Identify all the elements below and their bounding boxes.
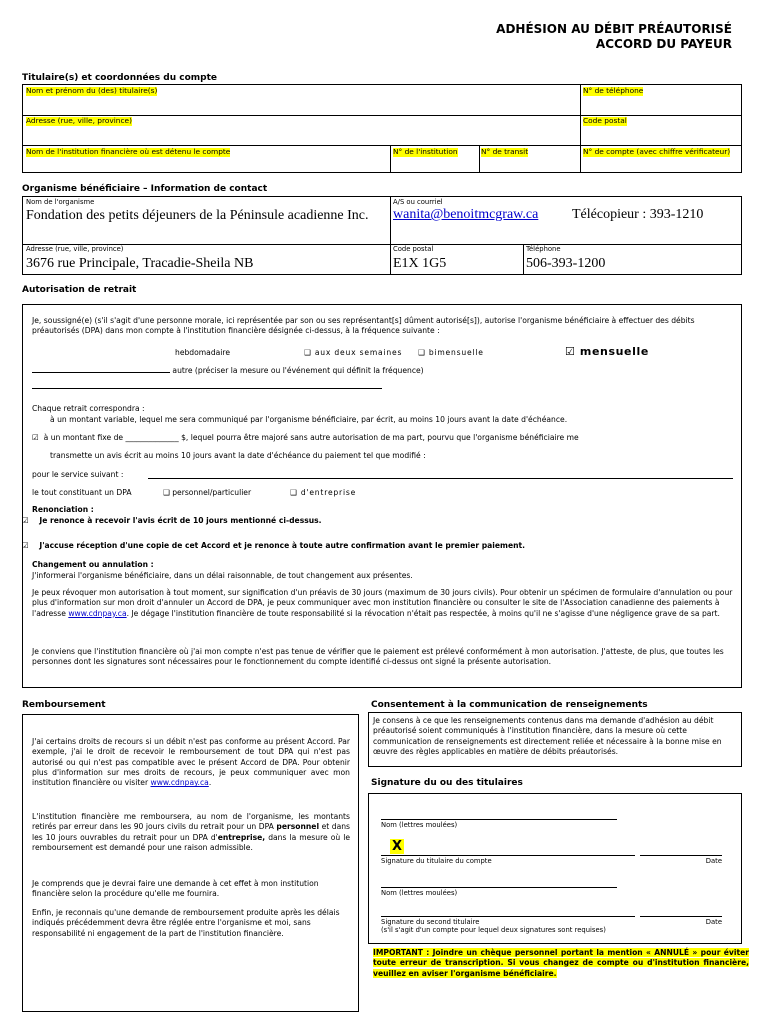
change-text: J'informerai l'organisme bénéficiaire, dans un délai raisonnable, de tout changement aux présentes.: [32, 571, 413, 580]
variable-amount-text: à un montant variable, lequel me sera communiqué par l'organisme bénéficiaire, par écrit, au moins 10 jours avant la date d'échéance.: [50, 415, 568, 424]
date-field-1[interactable]: Date: [640, 855, 722, 865]
cdnpay-link[interactable]: www.cdnpay.ca: [68, 608, 127, 618]
freq-weekly-label: hebdomadaire: [175, 348, 231, 357]
institution-no-field[interactable]: N° de l'institution: [393, 147, 458, 156]
refund-p4: Enfin, je reconnais qu'une demande de remboursement produite après les délais indiqués précédemment devra être réglée entre l'organisme et moi, sans responsabilité ni engagement de la part de l'institution financière.: [32, 908, 340, 938]
beneficiary-address-label: Adresse (rue, ville, province): [26, 245, 124, 253]
authorization-intro: Je, soussigné(e) (s'il s'agit d'une personne morale, ici représentée par son ou ses représentant[s] dûment autorisé[s]), autorise l'organisme bénéficiaire à effectuer des débits préautorisés (DPA) dans mon compte à l'institution financière désignée ci-dessus, à la fréquence suivante :: [32, 316, 695, 336]
x-mark: X: [392, 839, 403, 854]
change-title: Changement ou annulation :: [32, 560, 154, 569]
holder-name-field[interactable]: Nom et prénom du (des) titulaire(s): [26, 86, 158, 95]
freq-bimonthly-checkbox[interactable]: ❑ bimensuelle: [418, 348, 484, 357]
beneficiary-address-value[interactable]: 3676 rue Principale, Tracadie-Sheila NB: [26, 256, 254, 271]
freq-other-label: autre (préciser la mesure ou l'événement qui définit la fréquence): [172, 366, 424, 375]
dpa-type-label: le tout constituant un DPA: [32, 488, 132, 497]
name-field-1[interactable]: Nom (lettres moulées): [381, 819, 617, 829]
revoke-paragraph: Je peux révoquer mon autorisation à tout moment, sur signification d'un préavis de 30 jours (maximum de 30 jours civils). Pour obtenir un spécimen de formulaire d'annulation ou pour plus d'information sur mon droit d'annuler un Accord de DPA, je peux communiquer avec mon institution financière ou consulter le site de l'Association canadienne des paiements à l'adresse www.cdnpay.ca. Je dégage l'institution financière de toute responsabilité si la révocation n'était pas respectée, à moins qu'il ne s'agisse d'une négligence grave de sa part.: [32, 588, 733, 618]
fax-value: Télécopieur : 393-1210: [572, 207, 704, 222]
holder-postal-field[interactable]: Code postal: [583, 116, 627, 125]
freq-biweekly-checkbox[interactable]: ❑ aux deux semaines: [304, 348, 403, 357]
service-field[interactable]: [148, 478, 733, 479]
refund-title: Remboursement: [22, 700, 106, 710]
refund-p1: J'ai certains droits de recours si un débit n'est pas conforme au présent Accord. Par exemple, j'ai le droit de recevoir le remboursement de tout DPA qui n'est pas autorisé ou qui n'est pas compatible avec le présent Accord de DPA. Pour obtenir plus d'information sur mes droits de recours, je peux communiquer avec mon institution financière ou visiter www.cdnpay.ca.: [32, 737, 350, 788]
dpa-personal-label: personnel/particulier: [172, 488, 252, 497]
renonce-text: Je renonce à recevoir l'avis écrit de 10 jours mentionné ci-dessus.: [39, 516, 322, 525]
page-title: [496, 22, 732, 51]
account-no-field[interactable]: N° de compte (avec chiffre vérificateur): [583, 147, 731, 156]
renonce-row[interactable]: [22, 516, 322, 526]
title-line-1: ADHÉSION AU DÉBIT PRÉAUTORISÉ: [496, 22, 732, 36]
beneficiary-phone-label: Téléphone: [526, 245, 561, 253]
email-label: A/S ou courriel: [393, 198, 443, 206]
dpa-personal-checkbox[interactable]: ❑ personnel/particulier: [163, 488, 252, 497]
refund-cdnpay-link[interactable]: www.cdnpay.ca: [150, 778, 209, 788]
account-holder-title: Titulaire(s) et coordonnées du compte: [22, 73, 217, 83]
renonciation-title: Renonciation :: [32, 505, 94, 514]
fixed-amount-field[interactable]: ______________: [125, 433, 179, 442]
signature-field-2[interactable]: Signature du second titulaire (s'il s'agit d'un compte pour lequel deux signatures sont requises): [381, 916, 635, 934]
holder-phone-field[interactable]: N° de téléphone: [583, 86, 644, 95]
important-note: IMPORTANT : Joindre un chèque personnel portant la mention « ANNULÉ » pour éviter toute erreur de transcription. Si vous changez de compte ou d'institution financière, veuillez en aviser l'organisme bénéficiaire.: [373, 948, 749, 978]
service-label: pour le service suivant :: [32, 470, 124, 479]
beneficiary-postal-label: Code postal: [393, 245, 434, 253]
refund-p2: L'institution financière me remboursera, au nom de l'organisme, les montants retirés par erreur dans les 90 jours civils du retrait pour un DPA personnel et dans les 10 jours ouvrables du retrait pour un DPA d'entreprise, dans la mesure où le remboursement est demandé pour une raison admissible.: [32, 812, 351, 852]
transit-no-field[interactable]: N° de transit: [481, 147, 529, 156]
consent-text: Je consens à ce que les renseignements contenus dans ma demande d'adhésion au débit préautorisé soient communiqués à l'institution financière, dans la mesure où cette communication de renseignements est directement reliée et nécessaire à la bonne mise en œuvre des règles applicables en matière de débits préautorisés.: [373, 716, 722, 756]
fixed-amount-line2: transmette un avis écrit au moins 10 jours avant la date d'échéance du paiement tel que modifié :: [50, 451, 426, 460]
signature-field-1[interactable]: Signature du titulaire du compte: [381, 855, 635, 865]
authorization-title: Autorisation de retrait: [22, 285, 137, 295]
service-row[interactable]: [32, 470, 123, 480]
accuse-checkbox[interactable]: ☑: [22, 541, 29, 550]
title-line-2: ACCORD DU PAYEUR: [595, 36, 732, 51]
consent-title: Consentement à la communication de renseignements: [371, 700, 648, 710]
freq-other-row[interactable]: [32, 365, 424, 376]
dpa-business-checkbox[interactable]: ❑ d'entreprise: [290, 488, 357, 497]
freq-monthly-label: mensuelle: [579, 345, 649, 358]
each-withdrawal-label: Chaque retrait correspondra :: [32, 404, 145, 413]
account-holder-box: [22, 84, 742, 173]
org-name-label: Nom de l'organisme: [26, 198, 95, 206]
holder-address-field[interactable]: Adresse (rue, ville, province): [26, 116, 132, 125]
dpa-business-label: d'entreprise: [300, 488, 357, 497]
email-value[interactable]: wanita@benoitmcgraw.ca: [393, 207, 539, 222]
renonce-checkbox[interactable]: ☑: [22, 516, 29, 525]
signatures-title: Signature du ou des titulaires: [371, 778, 523, 788]
freq-bimonthly-label: bimensuelle: [428, 348, 484, 357]
freq-biweekly-label: aux deux semaines: [314, 348, 403, 357]
org-name-value[interactable]: Fondation des petits déjeuners de la Péninsule acadienne Inc.: [26, 208, 369, 223]
institution-name-field[interactable]: Nom de l'institution financière où est détenu le compte: [26, 147, 231, 156]
name-field-2[interactable]: Nom (lettres moulées): [381, 887, 617, 897]
refund-p3: Je comprends que je devrai faire une demande à cet effet à mon institution financière selon la procédure qu'elle me fournira.: [32, 879, 319, 899]
fixed-amount-checkbox[interactable]: ☑: [32, 433, 39, 442]
beneficiary-postal-value[interactable]: E1X 1G5: [393, 256, 447, 271]
agree-paragraph: Je conviens que l'institution financière où j'ai mon compte n'est pas tenue de vérifier que le paiement est prélevé conformément à mon autorisation. J'atteste, de plus, que toutes les personnes dont les signatures sont nécessaires pour le fonctionnement du compte identifié ci-dessus ont signé la présente autorisation.: [32, 647, 724, 667]
accuse-text: J'accuse réception d'une copie de cet Accord et je renonce à toute autre confirmation avant le premier paiement.: [39, 541, 526, 550]
beneficiary-title: Organisme bénéficiaire – Information de contact: [22, 184, 268, 194]
beneficiary-phone-value[interactable]: 506-393-1200: [526, 256, 606, 271]
date-field-2[interactable]: Date: [640, 916, 722, 926]
freq-monthly-checkbox[interactable]: ☑ mensuelle: [565, 345, 649, 358]
fixed-amount-row[interactable]: ☑ à un montant fixe de ______________ $, lequel pourra être majoré sans autre autorisation de ma part, pourvu que l'organisme bénéficiaire me: [32, 433, 579, 442]
accuse-row[interactable]: [22, 541, 525, 551]
